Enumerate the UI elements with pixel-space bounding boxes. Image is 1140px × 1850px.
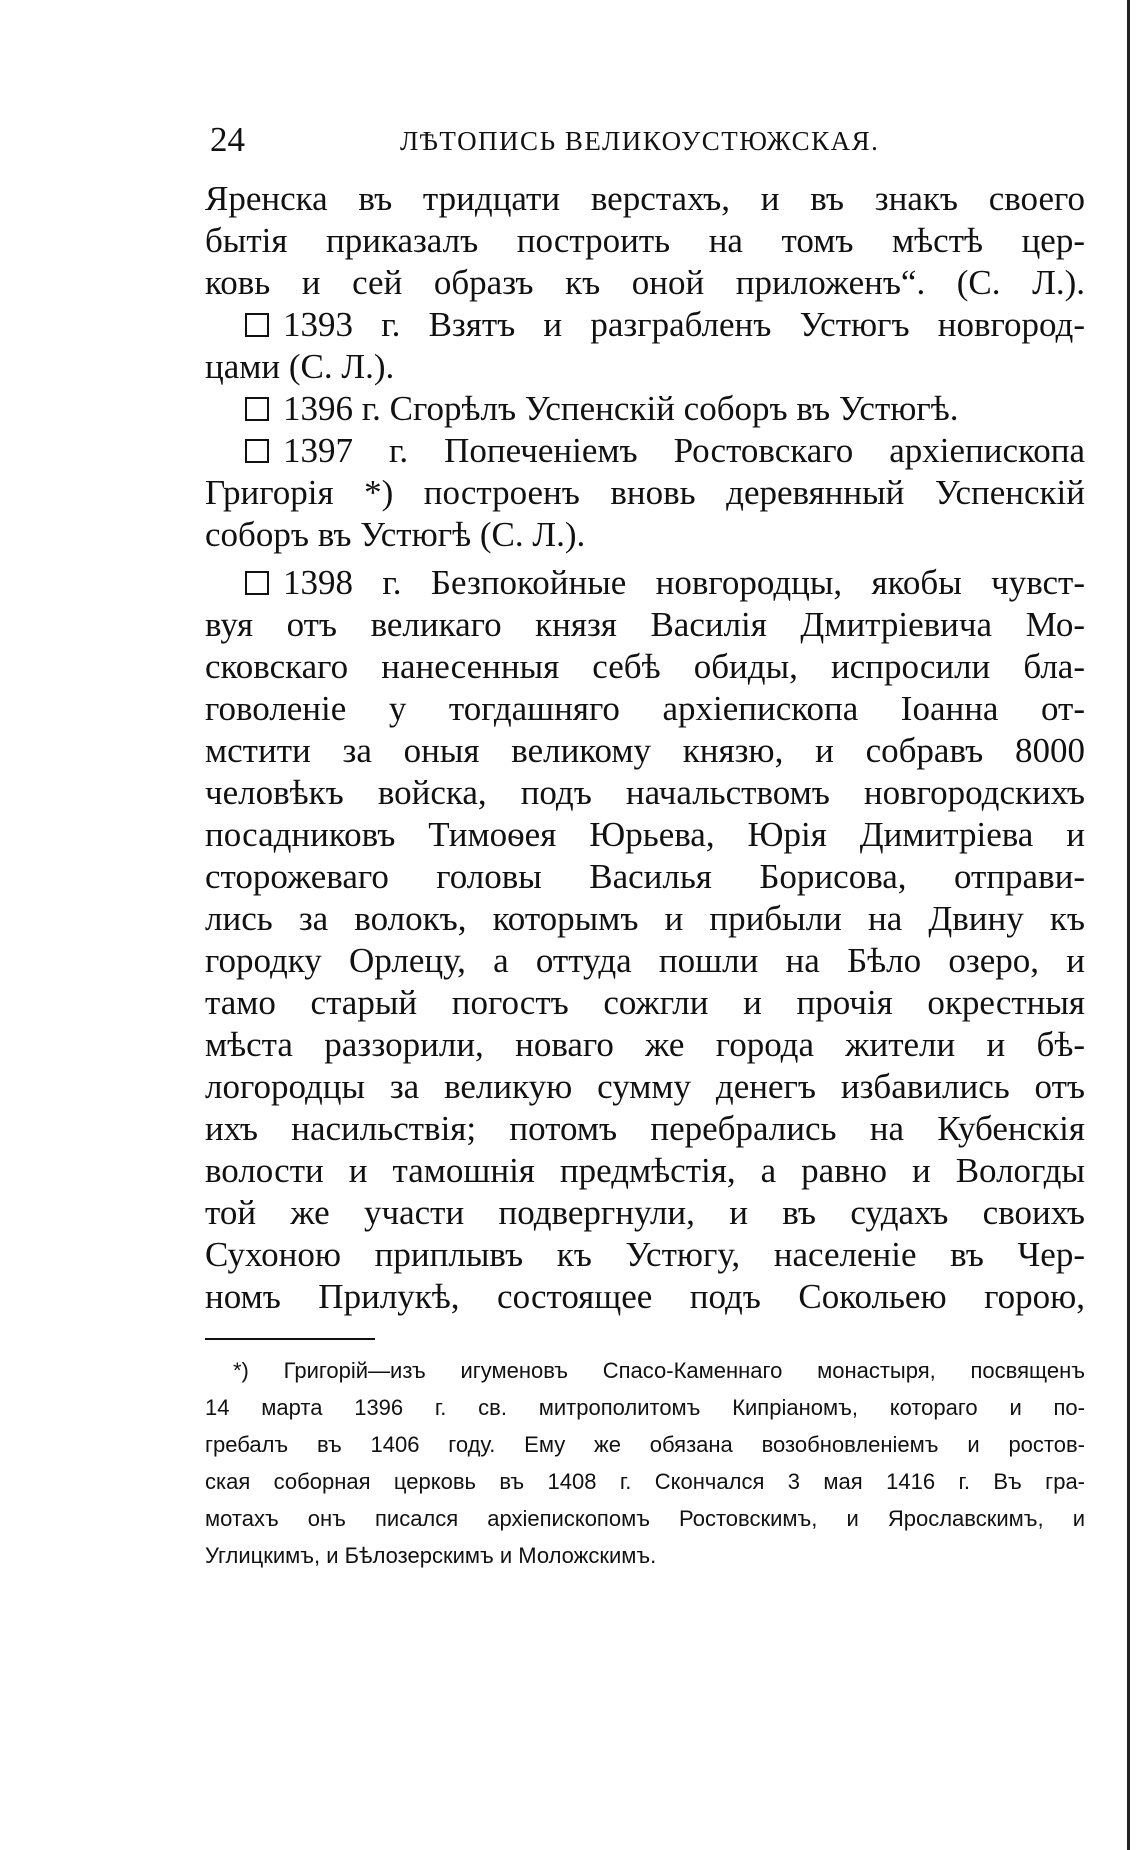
page-number: 24	[210, 120, 245, 159]
footnote-line: гребалъ въ 1406 году. Ему же обязана возобновленіемъ и ростов-	[205, 1432, 1085, 1457]
footnote-line: ская соборная церковь въ 1408 г. Скончался 3 мая 1416 г. Въ гра-	[205, 1469, 1085, 1494]
entry-marker-box-icon	[245, 439, 269, 463]
text-line: Яренска въ тридцати верстахъ, и въ знакъ своего	[205, 179, 1085, 218]
text-line: волости и тамошнія предмѣстія, а равно и Вологды	[205, 1151, 1085, 1190]
text-line: ковь и сей образъ къ оной приложенъ“. (С. Л.).	[205, 263, 1085, 302]
footnote-line: мотахъ онъ писался архіепископомъ Ростовскимъ, и Ярославскимъ, и	[205, 1506, 1085, 1531]
text-line: 1393 г. Взятъ и разграбленъ Устюгъ новгород-	[283, 305, 1085, 344]
page-header	[210, 115, 1090, 165]
entry-1396-line	[205, 388, 1085, 430]
text-line: соборъ въ Устюгѣ (С. Л.).	[205, 515, 586, 554]
entry-marker-box-icon	[245, 397, 269, 421]
text-line: номъ Прилукѣ, состоящее подъ Сокольею горою,	[205, 1277, 1085, 1316]
text-line: 1396 г. Сгорѣлъ Успенскій соборъ въ Устюгѣ.	[283, 389, 959, 428]
footnote	[205, 1352, 1085, 1574]
entry-marker-box-icon	[245, 313, 269, 337]
text-line: человѣкъ войска, подъ начальствомъ новгородскихъ	[205, 773, 1085, 812]
entry-1397-first-line	[205, 430, 1085, 472]
text-line: лись за волокъ, которымъ и прибыли на Двину къ	[205, 899, 1085, 938]
text-line: 1397 г. Попеченіемъ Ростовскаго архіепископа	[283, 431, 1085, 470]
footnote-line: *) Григорій—изъ игуменовъ Спасо-Каменнаго монастыря, посвященъ	[233, 1358, 1085, 1383]
text-line: логородцы за великую сумму денегъ избавились отъ	[205, 1067, 1085, 1106]
footnote-line: Углицкимъ, и Бѣлозерскимъ и Моложскимъ.	[205, 1543, 657, 1568]
footnote-separator	[205, 1338, 375, 1340]
main-text	[205, 178, 1085, 1318]
footnote-line: 14 марта 1396 г. св. митрополитомъ Кипріаномъ, котораго и по-	[205, 1395, 1085, 1420]
text-line: вуя отъ великаго князя Василія Дмитріевича Мо-	[205, 605, 1085, 644]
text-line: ихъ насильствія; потомъ перебрались на Кубенскія	[205, 1109, 1085, 1148]
entry-marker-box-icon	[245, 571, 269, 595]
text-line: тамо старый погостъ сожгли и прочія окрестныя	[205, 983, 1085, 1022]
text-line: бытія приказалъ построить на томъ мѣстѣ цер-	[205, 221, 1085, 260]
text-line: говоленіе у тогдашняго архіепископа Іоанна от-	[205, 689, 1085, 728]
text-line: мстити за оныя великому князю, и собравъ 8000	[205, 731, 1085, 770]
page-edge-rule	[1127, 0, 1130, 1850]
text-line: мѣста раззорили, новаго же города жители и бѣ-	[205, 1025, 1085, 1064]
text-line: Григорія *) построенъ вновь деревянный Успенскій	[205, 473, 1085, 512]
text-line: Сухоною приплывъ къ Устюгу, населеніе въ Чер-	[205, 1235, 1085, 1274]
running-title: ЛѢТОПИСЬ ВЕЛИКОУСТЮЖСКАЯ.	[400, 126, 880, 156]
text-line: той же участи подвергнули, и въ судахъ своихъ	[205, 1193, 1085, 1232]
entry-1393-first-line	[205, 304, 1085, 346]
text-line: городку Орлецу, а оттуда пошли на Бѣло озеро, и	[205, 941, 1085, 980]
entry-1398-first-line	[205, 562, 1085, 604]
text-line: сторожеваго головы Василья Борисова, отправи-	[205, 857, 1085, 896]
text-line: 1398 г. Безпокойные новгородцы, якобы чувст-	[283, 563, 1085, 602]
text-line: посадниковъ Тимоѳея Юрьева, Юрія Димитріева и	[205, 815, 1085, 854]
text-line: цами (С. Л.).	[205, 347, 395, 386]
text-line: сковскаго нанесенныя себѣ обиды, испросили бла-	[205, 647, 1085, 686]
